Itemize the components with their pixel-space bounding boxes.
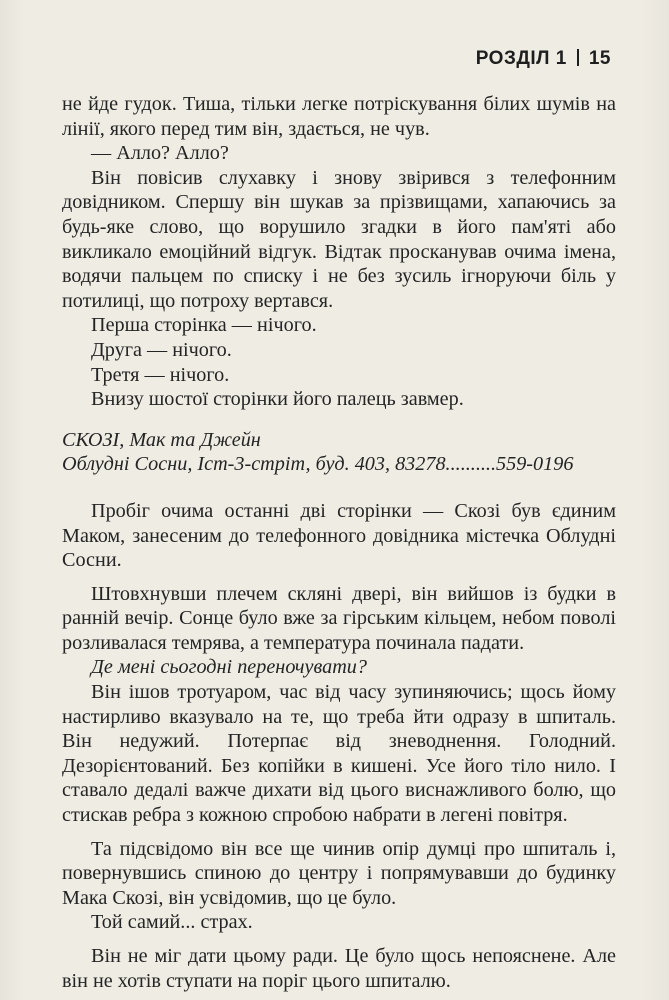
paragraph: Та підсвідомо він все ще чинив опір думці про шпиталь і, повернувшись спиною до центру і попрямувавши до будинку Мака Скозі, він усвідомив, що це було. bbox=[62, 837, 616, 909]
paragraph: Штовхнувши плечем скляні двері, він вийшов із будки в ранній вечір. Сонце було вже за гірським кільцем, небом поволі розливалася темрява, а температура починала падати. bbox=[62, 582, 616, 654]
directory-listing bbox=[62, 428, 616, 477]
chapter-title: РОЗДІЛ 1 bbox=[475, 48, 567, 69]
header-separator bbox=[577, 49, 579, 66]
paragraph: Перша сторінка — нічого. bbox=[91, 314, 317, 337]
paragraph: Він не міг дати цьому ради. Це було щось непояснене. Але він не хотів ступати на поріг цього шпиталю. bbox=[62, 945, 616, 992]
paragraph: Пробіг очима останні дві сторінки — Скозі був єдиним Маком, занесеним до телефонного довідника містечка Облудні Сосни. bbox=[62, 499, 616, 572]
paragraph: Той самий... страх. bbox=[91, 911, 253, 934]
paragraph: Третя — нічого. bbox=[91, 363, 230, 386]
paragraph: Він ішов тротуаром, час від часу зупиняючись; щось йому настирливо вказувало на те, що треба йти одразу в шпиталь. Він недужий. Потерпає від зневоднення. Голодний. Дезорієнтований. Без копійки в кишені. Усе його тіло нило. І ставало дедалі важче дихати від цього виснажливого болю, що стискав ребра з кожною спробою набрати в легені повітря. bbox=[62, 681, 616, 827]
listing-address: Облудні Сосни, Іст-3-стріт, буд. 403, 83278..........559-0196 bbox=[62, 453, 574, 476]
running-header bbox=[476, 48, 611, 70]
paragraph: Друга — нічого. bbox=[91, 338, 232, 361]
paragraph: — Алло? Алло? bbox=[91, 142, 229, 165]
page-number: 15 bbox=[588, 48, 611, 69]
page-body bbox=[62, 92, 616, 993]
inner-thought: Де мені сьогодні переночувати? bbox=[91, 656, 367, 679]
paragraph: не йде гудок. Тиша, тільки легке потрiскування білих шумів на лінії, якого перед тим він, здається, не чув. bbox=[62, 93, 616, 140]
listing-name: СКОЗІ, Мак та Джейн bbox=[62, 428, 261, 451]
paragraph: Він повісив слухавку і знову звірився з телефонним довідником. Спершу він шукав за прізвищами, хапаючись за будь-яке слово, що ворушило згадки в його пам'яті або викликало емоційний відгук. Відтак просканував очима імена, водячи пальцем по списку і не без зусиль ігноруючи біль у потилиці, що потроху вертався. bbox=[62, 166, 616, 312]
paragraph: Внизу шостої сторінки його палець завмер. bbox=[91, 388, 464, 411]
